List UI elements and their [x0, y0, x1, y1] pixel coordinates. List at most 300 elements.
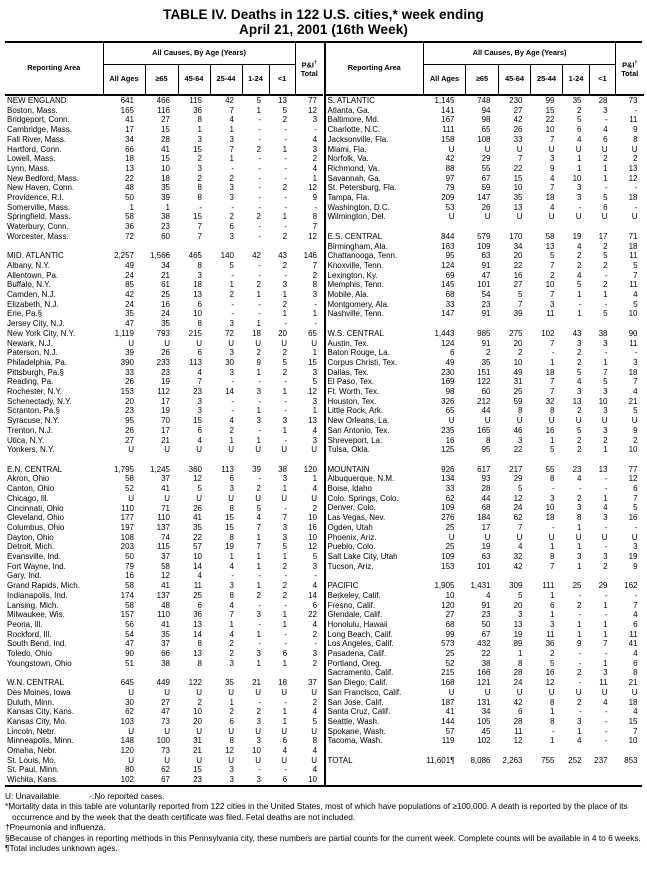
value-cell: 4 [312, 619, 318, 629]
value-cell: 15 [225, 522, 234, 532]
value-cell: 28 [513, 668, 523, 678]
value-cell: 134 [441, 474, 455, 484]
value-cell: 109 [441, 552, 455, 561]
value-cell: 27 [513, 105, 523, 115]
reporting-area-label: Reading, Pa. [7, 377, 54, 387]
city-row [5, 639, 323, 649]
value-cell: - [314, 571, 318, 581]
value-cell: 39 [252, 464, 261, 474]
reporting-area-label: Jersey City, N.J. [7, 319, 65, 329]
value-cell: 151 [477, 367, 491, 377]
col-header-45-64: 45-64 [178, 64, 210, 95]
value-cell: 91 [481, 338, 491, 348]
value-cell: U [601, 532, 608, 542]
value-cell: 3 [256, 416, 261, 426]
value-cell: 41 [161, 144, 170, 154]
reporting-area-label: Fall River, Mass. [7, 134, 67, 144]
value-cell: U [196, 755, 202, 765]
value-cell: 141 [441, 105, 455, 115]
value-cell: 42 [445, 154, 455, 164]
value-cell: 88 [445, 163, 455, 173]
reporting-area-label: Norfolk, Va. [327, 154, 369, 164]
value-cell: 1 [577, 290, 582, 300]
value-cell: - [231, 163, 234, 173]
value-cell: - [258, 270, 261, 280]
value-cell: 7 [550, 183, 555, 193]
value-cell: 6 [197, 299, 202, 309]
value-cell: - [258, 600, 261, 610]
value-cell: 4 [312, 134, 318, 144]
reporting-area-label: Washington, D.C. [327, 202, 390, 212]
value-cell: 1 [129, 202, 134, 212]
city-row [326, 193, 644, 203]
value-cell: 67 [161, 775, 170, 785]
footnote: §Because of changes in reporting methods in this Pennsylvania city, these numbers are partial counts for the current week. Complete counts will be available in 4 to 6 weeks. [5, 832, 641, 843]
value-cell: 1 [282, 707, 288, 717]
value-cell: 1 [577, 154, 582, 164]
reporting-area-label: MID. ATLANTIC [7, 251, 64, 261]
value-cell: 77 [308, 96, 318, 105]
city-row [5, 727, 323, 737]
value-cell: 3 [312, 115, 318, 125]
value-cell: 1 [256, 629, 261, 639]
value-cell: - [258, 183, 261, 193]
value-cell: 4 [577, 377, 582, 387]
value-cell: U [281, 493, 288, 503]
reporting-area-label: Atlanta, Ga. [327, 105, 370, 115]
value-cell: 2 [256, 348, 261, 358]
value-cell: 24 [125, 270, 134, 280]
value-cell: 2 [197, 154, 202, 164]
value-cell: 5 [633, 299, 638, 309]
value-cell: 105 [477, 716, 491, 726]
value-cell: 8 [550, 552, 555, 561]
value-cell: 8 [312, 212, 318, 222]
value-cell: - [604, 115, 608, 125]
city-row [326, 562, 644, 572]
value-cell: 23 [572, 464, 582, 474]
value-cell: 74 [161, 532, 170, 542]
value-cell: U [228, 338, 234, 348]
value-cell: - [231, 396, 234, 406]
value-cell: - [578, 590, 582, 600]
value-cell: - [284, 134, 288, 144]
reporting-area-label: Grand Rapids, Mich. [7, 581, 80, 591]
value-cell: 5 [229, 260, 234, 270]
value-cell: 163 [441, 241, 455, 251]
city-row [326, 242, 644, 252]
value-cell: 1 [282, 716, 288, 726]
value-cell: 2 [577, 105, 582, 115]
value-cell: 1 [603, 600, 608, 610]
value-cell: 5 [282, 542, 288, 552]
value-cell: 5 [550, 658, 555, 668]
value-cell: 26 [125, 377, 134, 387]
value-cell: 35 [481, 357, 491, 367]
value-cell: 3 [197, 406, 202, 416]
value-cell: 5 [633, 503, 638, 513]
value-cell: 110 [121, 503, 134, 513]
value-cell: 58 [125, 474, 134, 484]
value-cell: 61 [161, 280, 170, 290]
city-row [326, 494, 644, 504]
value-cell: 2 [518, 348, 523, 358]
value-cell: 1 [577, 726, 582, 736]
table-header-left [5, 43, 323, 95]
value-cell: 5 [633, 406, 638, 416]
value-cell: 4 [312, 163, 318, 173]
reporting-area-label: Yonkers, N.Y. [7, 445, 55, 455]
value-cell: U [448, 144, 455, 154]
value-cell: 20 [513, 338, 523, 348]
region-row [5, 95, 323, 106]
value-cell: 4 [197, 435, 202, 445]
value-cell: 59 [513, 396, 523, 406]
value-cell: 217 [509, 464, 523, 474]
section-spacer [326, 319, 644, 329]
value-cell: 91 [481, 600, 491, 610]
value-cell: 73 [161, 716, 170, 726]
reporting-area-label: Tucson, Ariz. [327, 561, 374, 571]
value-cell: 137 [156, 590, 170, 600]
value-cell: - [578, 202, 582, 212]
city-row [5, 280, 323, 290]
value-cell: 43 [278, 251, 288, 261]
value-cell: U [255, 338, 261, 348]
reporting-area-label: Tulsa, Okla. [327, 445, 370, 455]
value-cell: 47 [125, 319, 134, 329]
value-cell: 37 [308, 678, 318, 688]
city-row [5, 484, 323, 494]
value-cell: 16 [445, 435, 455, 445]
value-cell: 24 [513, 678, 523, 688]
city-row [326, 707, 644, 717]
value-cell: - [604, 736, 608, 746]
value-cell: 18 [628, 697, 638, 707]
value-cell: 8 [197, 115, 202, 125]
value-cell: 25 [513, 387, 523, 397]
reporting-area-label: Youngstown, Ohio [7, 658, 72, 668]
value-cell: 7 [229, 144, 234, 154]
reporting-area-label: Birmingham, Ala. [327, 241, 388, 251]
value-cell: U [484, 212, 491, 222]
value-cell: - [284, 270, 288, 280]
section-spacer [326, 746, 644, 756]
value-cell: - [284, 163, 288, 173]
value-cell: - [231, 309, 234, 319]
city-row [326, 416, 644, 426]
value-cell: 4 [229, 629, 234, 639]
value-cell: 3 [229, 319, 234, 329]
reporting-area-label: Columbus, Ohio [7, 522, 65, 532]
value-cell: 1,905 [434, 581, 455, 591]
value-cell: 215 [441, 668, 455, 678]
value-cell: 108 [120, 532, 134, 542]
reporting-area-label: Seattle, Wash. [327, 716, 380, 726]
value-cell: 5 [550, 251, 555, 261]
value-cell: 122 [188, 678, 202, 688]
value-cell: 167 [441, 115, 455, 125]
value-cell: 33 [125, 367, 134, 377]
value-cell: 6 [633, 619, 638, 629]
value-cell: U [448, 687, 455, 697]
city-row [326, 115, 644, 125]
value-cell: 1 [603, 290, 608, 300]
value-cell: 17 [161, 425, 170, 435]
reporting-area-label: Honolulu, Hawaii [327, 619, 388, 629]
reporting-area-label: Houston, Tex. [327, 396, 377, 406]
value-cell: 73 [628, 96, 638, 105]
reporting-area-label: Knoxville, Tenn. [327, 260, 384, 270]
value-cell: - [284, 765, 288, 775]
value-cell: - [258, 309, 261, 319]
value-cell: 13 [193, 290, 202, 300]
reporting-area-label: Philadelphia, Pa. [7, 357, 68, 367]
value-cell: 47 [125, 639, 134, 649]
value-cell: - [314, 202, 318, 212]
reporting-area-label: Hartford, Conn. [7, 144, 62, 154]
value-cell: 147 [477, 193, 491, 203]
value-cell: 67 [481, 629, 491, 639]
value-cell: 60 [161, 231, 170, 241]
value-cell: 1,145 [434, 96, 455, 105]
value-cell: U [196, 493, 202, 503]
value-cell: 11 [193, 581, 202, 591]
value-cell: 1 [256, 319, 261, 329]
reporting-area-label: San Antonio, Tex. [327, 425, 390, 435]
value-cell: 85 [125, 280, 134, 290]
reporting-area-label: S. ATLANTIC [327, 96, 375, 105]
value-cell: 2 [577, 697, 582, 707]
city-row [5, 154, 323, 164]
value-cell: 131 [477, 697, 491, 707]
reporting-area-label: Fort Wayne, Ind. [7, 561, 66, 571]
value-cell: 111 [442, 125, 455, 135]
value-cell: 41 [161, 484, 170, 494]
value-cell: 465 [188, 251, 202, 261]
value-cell: 2 [312, 658, 318, 668]
value-cell: 16 [545, 668, 555, 678]
value-cell: 20 [125, 396, 134, 406]
value-cell: 41 [445, 707, 455, 717]
reporting-area-label: Lexington, Ky. [327, 270, 378, 280]
value-cell: U [255, 726, 261, 736]
reporting-area-label: New Orleans, La. [327, 416, 390, 426]
city-row [326, 436, 644, 446]
value-cell: 844 [441, 231, 455, 241]
region-row [326, 329, 644, 339]
value-cell: U [228, 445, 234, 455]
value-cell: U [516, 532, 523, 542]
value-cell: 63 [481, 251, 491, 261]
value-cell: 30 [125, 697, 134, 707]
value-cell: 10 [445, 590, 455, 600]
value-cell: U [548, 144, 555, 154]
value-cell: 4 [577, 736, 582, 746]
value-cell: 102 [477, 736, 491, 746]
city-row [5, 125, 323, 135]
value-cell: 6 [197, 600, 202, 610]
value-cell: 14 [308, 590, 318, 600]
value-cell: 34 [513, 241, 523, 251]
reporting-area-label: El Paso, Tex. [327, 377, 375, 387]
value-cell: 44 [481, 406, 491, 416]
value-cell: 4 [633, 387, 638, 397]
value-cell: 2 [282, 581, 288, 591]
value-cell: 12 [628, 173, 638, 183]
value-cell: 8 [229, 590, 234, 600]
city-row [326, 280, 644, 290]
city-row [5, 261, 323, 271]
value-cell: 2 [603, 280, 608, 290]
value-cell: 6 [282, 736, 288, 746]
value-cell: 34 [125, 134, 134, 144]
value-cell: 11 [629, 338, 638, 348]
city-row [5, 620, 323, 630]
value-cell: 16 [628, 513, 638, 523]
value-cell: 3 [603, 668, 608, 678]
value-cell: 2 [229, 173, 234, 183]
reporting-area-label: Pueblo, Colo. [327, 542, 376, 552]
value-cell: 3 [550, 299, 555, 309]
value-cell: 8,086 [470, 755, 491, 765]
value-cell: 18 [545, 513, 555, 523]
value-cell: 2 [550, 270, 555, 280]
value-cell: 11 [546, 629, 555, 639]
value-cell: 73 [161, 746, 170, 756]
value-cell: 5 [312, 716, 318, 726]
value-cell: 2 [550, 649, 555, 659]
city-row [5, 319, 323, 329]
value-cell: 79 [125, 561, 134, 571]
value-cell: 1 [229, 125, 234, 135]
value-cell: 203 [120, 542, 134, 552]
value-cell: 38 [481, 658, 491, 668]
value-cell: 7 [633, 377, 638, 387]
value-cell: 6 [577, 125, 582, 135]
value-cell: 1 [577, 561, 582, 571]
value-cell: 109 [477, 241, 491, 251]
reporting-area-label: Pasadena, Calif. [327, 649, 387, 659]
reporting-area-label: Springfield, Mass. [7, 212, 71, 222]
value-cell: 9 [256, 357, 261, 367]
value-cell: 8 [312, 736, 318, 746]
value-cell: 36 [193, 610, 202, 620]
value-cell: 113 [221, 464, 234, 474]
value-cell: 23 [161, 222, 170, 232]
value-cell: 19 [161, 377, 170, 387]
value-cell: 3 [577, 183, 582, 193]
value-cell: 12 [308, 542, 318, 552]
col-header-1-24: 1-24 [242, 64, 269, 95]
value-cell: 6 [282, 775, 288, 785]
value-cell: 13 [598, 464, 608, 474]
value-cell: 13 [193, 649, 202, 659]
reporting-area-label: Las Vegas, Nev. [327, 513, 386, 523]
value-cell: 16 [545, 425, 555, 435]
value-cell: 66 [125, 144, 134, 154]
city-row [5, 358, 323, 368]
value-cell: 2 [577, 251, 582, 261]
value-cell: - [258, 222, 261, 232]
value-cell: 6 [450, 348, 455, 358]
value-cell: 10 [545, 280, 555, 290]
value-cell: 93 [481, 474, 491, 484]
value-cell: - [284, 396, 288, 406]
value-cell: 4 [633, 610, 638, 620]
value-cell: 115 [189, 96, 202, 105]
value-cell: 22 [513, 445, 523, 455]
value-cell: 7 [633, 493, 638, 503]
value-cell: U [128, 445, 134, 455]
value-cell: 12 [161, 571, 170, 581]
value-cell: 3 [197, 163, 202, 173]
value-cell: 5 [550, 445, 555, 455]
value-cell: 2 [577, 357, 582, 367]
value-cell: 68 [481, 503, 491, 513]
footnotes [5, 791, 641, 854]
city-row [326, 484, 644, 494]
city-row [326, 406, 644, 416]
value-cell: 4 [550, 173, 555, 183]
value-cell: 1 [256, 367, 261, 377]
value-cell: 91 [481, 309, 491, 319]
value-cell: 1 [256, 561, 261, 571]
col-header-25-44: 25-44 [531, 64, 563, 95]
value-cell: 641 [120, 96, 134, 105]
value-cell: 170 [509, 231, 523, 241]
city-row [5, 630, 323, 640]
col-header-pi-total: P&I† Total [300, 60, 318, 78]
city-row [326, 368, 644, 378]
city-row [5, 309, 323, 319]
value-cell: 237 [594, 755, 608, 765]
value-cell: 10 [628, 309, 638, 319]
value-cell: U [255, 687, 261, 697]
value-cell: 1 [550, 357, 555, 367]
col-header-all-ages: All Ages [103, 64, 145, 95]
value-cell: 17 [161, 396, 170, 406]
reporting-area-label: NEW ENGLAND [7, 96, 67, 105]
city-row [326, 309, 644, 319]
reporting-area-label: Kansas City, Kans. [7, 707, 74, 717]
value-cell: 4 [282, 746, 288, 756]
value-cell: 70 [161, 416, 170, 426]
value-cell: 8 [197, 639, 202, 649]
value-cell: 2 [577, 493, 582, 503]
city-row [5, 426, 323, 436]
value-cell: 66 [161, 649, 170, 659]
section-spacer [326, 222, 644, 232]
value-cell: 2 [312, 629, 318, 639]
city-row [5, 474, 323, 484]
value-cell: 233 [156, 357, 170, 367]
value-cell: 10 [308, 775, 318, 785]
value-cell: 7 [312, 222, 318, 232]
value-cell: U [311, 687, 318, 697]
reporting-area-label: Little Rock, Ark. [327, 406, 384, 416]
value-cell: 926 [441, 464, 455, 474]
city-row [326, 552, 644, 562]
value-cell: 2 [633, 154, 638, 164]
value-cell: - [578, 649, 582, 659]
value-cell: 4 [229, 561, 234, 571]
value-cell: 326 [441, 396, 455, 406]
value-cell: 5 [603, 309, 608, 319]
value-cell: - [604, 707, 608, 717]
value-cell: 360 [188, 464, 202, 474]
value-cell: 8 [486, 435, 491, 445]
